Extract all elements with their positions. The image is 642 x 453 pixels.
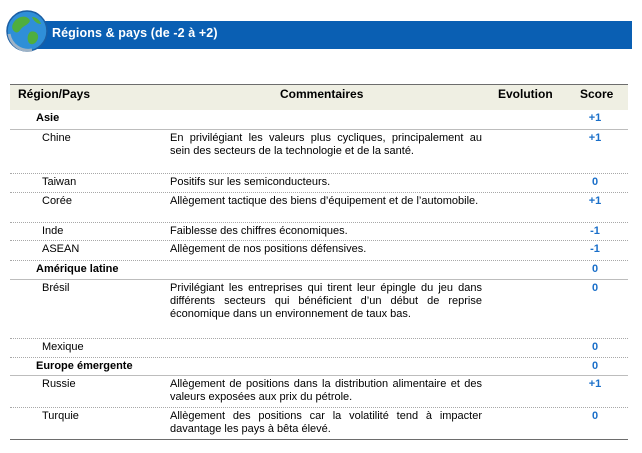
header-region: Région/Pays xyxy=(18,87,91,101)
row-score: -1 xyxy=(590,243,600,255)
header-score: Score xyxy=(580,87,614,101)
table-row xyxy=(10,408,628,440)
table-row xyxy=(10,376,628,408)
row-comment: Faiblesse des chiffres économiques. xyxy=(170,225,348,237)
regions-table xyxy=(10,84,628,440)
globe-icon xyxy=(4,8,50,54)
row-comment: Allègement de positions dans la distribution alimentaire et des valeurs exposées aux prix du pétrole. xyxy=(170,378,482,403)
table-row-group xyxy=(10,110,628,130)
header-evolution: Evolution xyxy=(498,87,553,101)
table-row xyxy=(10,193,628,223)
table-header xyxy=(10,84,628,110)
row-score: -1 xyxy=(590,225,600,237)
row-comment: En privilégiant les valeurs plus cycliques, principalement au sein des secteurs de la technologie et de la santé. xyxy=(170,132,482,157)
row-region: Mexique xyxy=(42,341,84,353)
row-score: 0 xyxy=(591,282,599,294)
row-region: ASEAN xyxy=(42,243,80,255)
row-score: 0 xyxy=(591,410,599,422)
header-comments: Commentaires xyxy=(280,87,364,101)
row-region: Chine xyxy=(42,132,71,144)
row-region: Europe émergente xyxy=(36,360,133,372)
table-row xyxy=(10,280,628,339)
row-region: Asie xyxy=(36,112,60,124)
table-row xyxy=(10,130,628,174)
table-row xyxy=(10,339,628,358)
row-score: +1 xyxy=(588,195,602,207)
row-comment: Allègement tactique des biens d’équipement et de l’automobile. xyxy=(170,195,479,207)
row-comment: Allègement des positions car la volatilité tend à impacter davantage les pays à bêta élevé. xyxy=(170,410,482,435)
row-comment: Positifs sur les semiconducteurs. xyxy=(170,176,331,188)
row-region: Brésil xyxy=(42,282,70,294)
row-region: Russie xyxy=(42,378,76,390)
row-score: 0 xyxy=(591,176,599,188)
table-row xyxy=(10,223,628,241)
row-region: Inde xyxy=(42,225,64,237)
table-row-group xyxy=(10,358,628,376)
section-banner xyxy=(36,21,632,49)
table-row-group xyxy=(10,261,628,280)
row-score: 0 xyxy=(591,263,599,275)
row-score: +1 xyxy=(588,112,602,124)
row-comment: Allègement de nos positions défensives. xyxy=(170,243,367,255)
row-score: +1 xyxy=(588,378,602,390)
table-row xyxy=(10,174,628,193)
row-region: Taiwan xyxy=(42,176,77,188)
table-row xyxy=(10,241,628,261)
row-region: Corée xyxy=(42,195,72,207)
row-comment: Privilégiant les entreprises qui tirent leur épingle du jeu dans différents secteurs qui bénéficient d’un début de reprise économique dans un environnement de taux bas. xyxy=(170,282,482,320)
row-score: +1 xyxy=(588,132,602,144)
row-score: 0 xyxy=(591,360,599,372)
row-region: Amérique latine xyxy=(36,263,119,275)
row-score: 0 xyxy=(591,341,599,353)
section-title: Régions & pays (de -2 à +2) xyxy=(52,26,218,40)
row-region: Turquie xyxy=(42,410,79,422)
